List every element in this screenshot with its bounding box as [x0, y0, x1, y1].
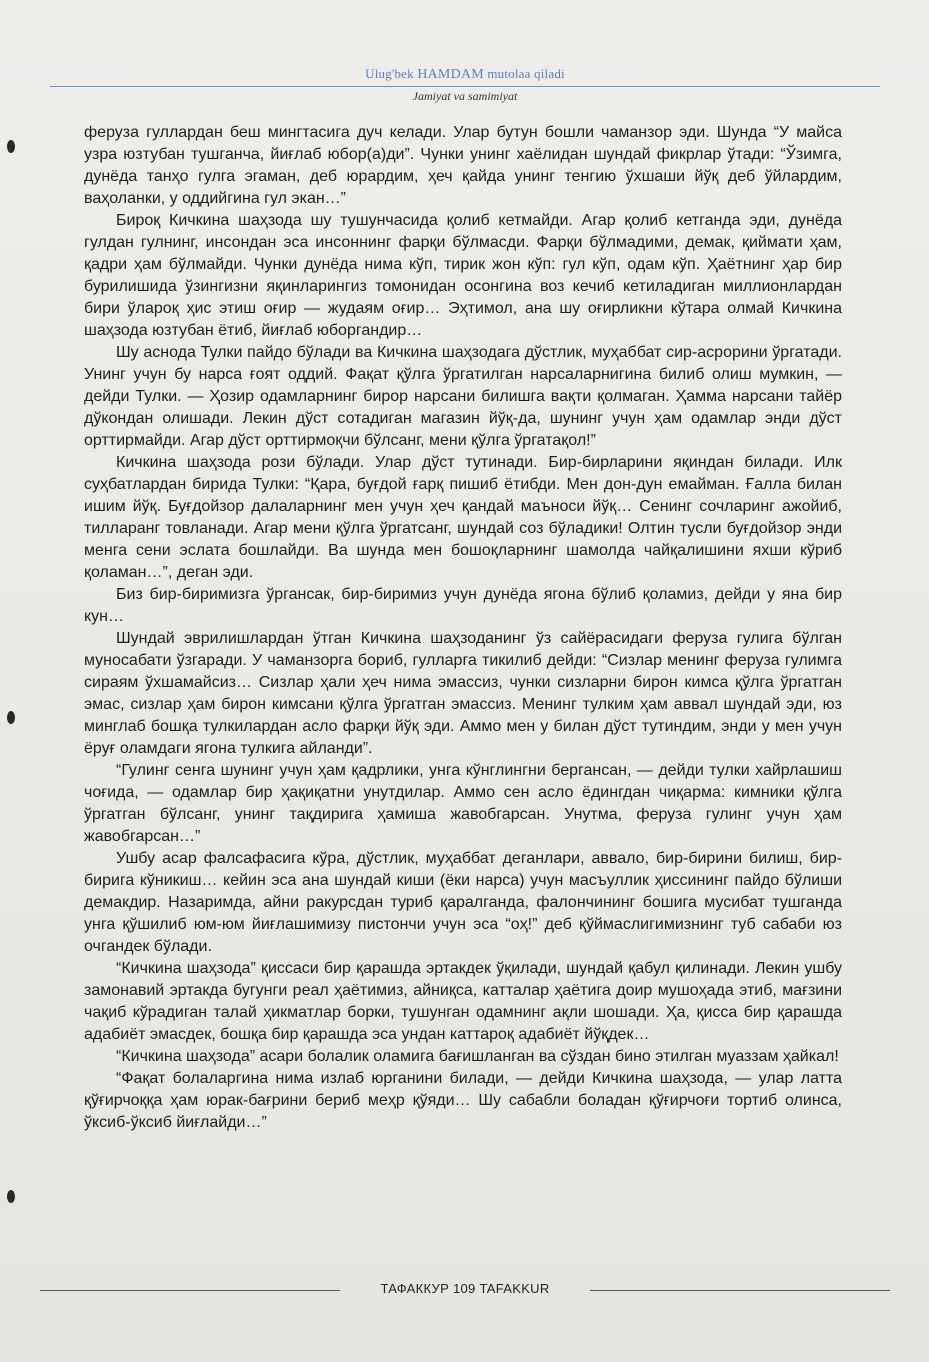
paragraph: “Кичкина шаҳзода” асари болалик оламига бағишланган ва сўздан бино этилган муаззам ҳайкал!	[116, 1048, 839, 1065]
author-first-name: Ulug'bek	[365, 66, 414, 81]
paragraph: Бироқ Кичкина шаҳзода шу тушунчасида қолиб кетмайди. Агар қолиб кетганда эди, дунёда гулдан гулнинг, инсондан эса инсоннинг фарқи бўлмасди. Фарқи бўлмадими, демак, қиймати ҳам, қадри ҳам бўлмайди. Чунки дунёда нима кўп, тирик жон кўп: гул кўп, одам кўп. Ҳаётнинг ҳар бир бурилишида ўзингизни яқинларингиз томонидан осонгина воз кечиб кетиладиган миллионлардан бири ўлароқ ҳис этиш оғир — жудаям оғир… Эҳтимол, ана шу оғирликни кўтара олмай Кичкина шаҳзода юзтубан ётиб, йиғлаб юборгандир…	[84, 212, 842, 339]
footer-page-label: ТАФАККУР 109 TAFAKKUR	[380, 1281, 550, 1296]
running-header	[50, 66, 880, 104]
paragraph: феруза гуллардан беш мингтасига дуч келади. Улар бутун бошли чаманзор эди. Шунда “У майса узра юзтубан тушганча, йиғлаб юбор(а)ди”. Чунки унинг хаёлидан шундай фикрлар ўтади: “Ўзимга, дунёда танҳо гулга эгаман, деб юрардим, ҳеч қайда унинг тенгию ўхшаши йўқ деб ўйлардим, ваҳоланки, у оддийгина гул экан…”	[84, 124, 842, 207]
paragraph: “Гулинг сенга шунинг учун ҳам қадрлики, унга кўнглингни бергансан, — дейди тулки хайрлашиш чоғида, — одамлар бир ҳақиқатни унутдилар. Аммо сен асло ёдингдан чиқарма: кимники қўлга ўргатган бўлсанг, унинг тақдирига ҳамиша жавобгарсан. Унутма, феруза гулинг учун ҳам жавобгарсан…”	[84, 762, 842, 845]
header-rubric: Jamiyat va samimiyat	[412, 89, 518, 103]
paragraph: “Фақат болаларгина нима излаб юрганини билади, — дейди Кичкина шаҳзода, — улар латта қўғирчоққа ҳам юрак-бағрини бериб меҳр қўяди… Шу сабабли боладан қўғирчоғи тортиб олинса, ўксиб-ўксиб йиғлайди…”	[84, 1070, 842, 1131]
paragraph: “Кичкина шаҳзода” қиссаси бир қарашда эртакдек ўқилади, шундай қабул қилинади. Лекин ушбу замонавий эртакда бугунги реал ҳаётимиз, айниқса, катталар ҳаётига доир мушоҳада этиб, мағзини чақиб кўрадиган талай ҳикматлар борки, тушунган одамнинг ақли шошади. Ҳа, қисса бир қарашда адабиёт эмасдек, бошқа бир қарашда эса ундан каттароқ адабиёт йўқдек…	[84, 960, 842, 1043]
paragraph: Кичкина шаҳзода рози бўлади. Улар дўст тутинади. Бир-бирларини яқиндан билади. Илк суҳбатлардан бирида Тулки: “Қара, буғдой ғарқ пишиб ётибди. Мен дон-дун емайман. Ғалла билан ишим йўқ. Буғдойзор далаларнинг мен учун ҳеч қандай маъноси йўқ… Сенинг сочларинг ажойиб, тилларанг товланади. Агар мени қўлга ўргатсанг, шундай соз бўладики! Олтин тусли буғдойзор энди менга сени эслата бошлайди. Ва шунда мен бошоқларнинг шамолда чайқалишини яхши кўриб қоламан…”, деган эди.	[84, 454, 842, 581]
footer-rule-right	[590, 1290, 890, 1291]
binder-hole-icon	[7, 1190, 15, 1203]
paragraph: Биз бир-биримизга ўргансак, бир-биримиз учун дунёда ягона бўлиб қоламиз, дейди у яна бир кун…	[84, 586, 842, 625]
article-body	[84, 122, 842, 1134]
header-author	[50, 66, 880, 86]
paragraph: Шу аснода Тулки пайдо бўлади ва Кичкина шаҳзодага дўстлик, муҳаббат сир-асрорини ўргатади. Унинг учун бу нарса ғоят оддий. Фақат қўлга ўргатилган нарсаларнигина билиб олиш мумкин, — дейди Тулки. — Ҳозир одамларнинг бирор нарсани билишга вақти қолмаган. Ҳамма нарсани тайёр дўкондан олишади. Лекин дўст сотадиган магазин йўқ-да, шунинг учун ҳам одамлар энди дўст орттирмайди. Агар дўст орттирмоқчи бўлсанг, мени қўлга ўргатақол!”	[84, 344, 842, 449]
paragraph: Шундай эврилишлардан ўтган Кичкина шаҳзоданинг ўз сайёрасидаги феруза гулига бўлган муносабати ўзгаради. У чаманзорга бориб, гулларга тикилиб дейди: “Сизлар менинг феруза гулимга сираям ўхшамайсиз… Сизлар ҳали ҳеч нима эмассиз, чунки сизларни бирон кимса қўлга ўргатган эмас, сизлар ҳам бирон кимсани қўлга ўргатган эмассиз. Менинг тулким ҳам аввал шундай эди, юз минглаб бошқа тулкилардан асло фарқи йўқ эди. Аммо мен у билан дўст тутиндим, энди у мен учун ёруғ оламдаги ягона тулкига айланди”.	[84, 630, 842, 757]
footer-rule-left	[40, 1290, 340, 1291]
author-last-name: HAMDAM	[417, 67, 484, 82]
binder-hole-icon	[7, 140, 15, 153]
running-footer	[40, 1280, 890, 1300]
author-suffix: mutolaa qiladi	[487, 66, 565, 81]
paragraph: Ушбу асар фалсафасига кўра, дўстлик, муҳаббат деганлари, аввало, бир-бирини билиш, бир-бирига кўникиш… кейин эса ана шундай киши (ёки нарса) учун масъуллик ҳиссининг пайдо бўлиши демакдир. Назаримда, айни ракурсдан туриб қаралганда, фалончининг бошига мусибат тушганда унга қўшилиб юм-юм йиғлашимизу пистончи учун эса “оҳ!” деб қўймаслигимизнинг туб сабаби юз очгандек бўлади.	[84, 850, 842, 955]
binder-hole-icon	[7, 711, 15, 724]
